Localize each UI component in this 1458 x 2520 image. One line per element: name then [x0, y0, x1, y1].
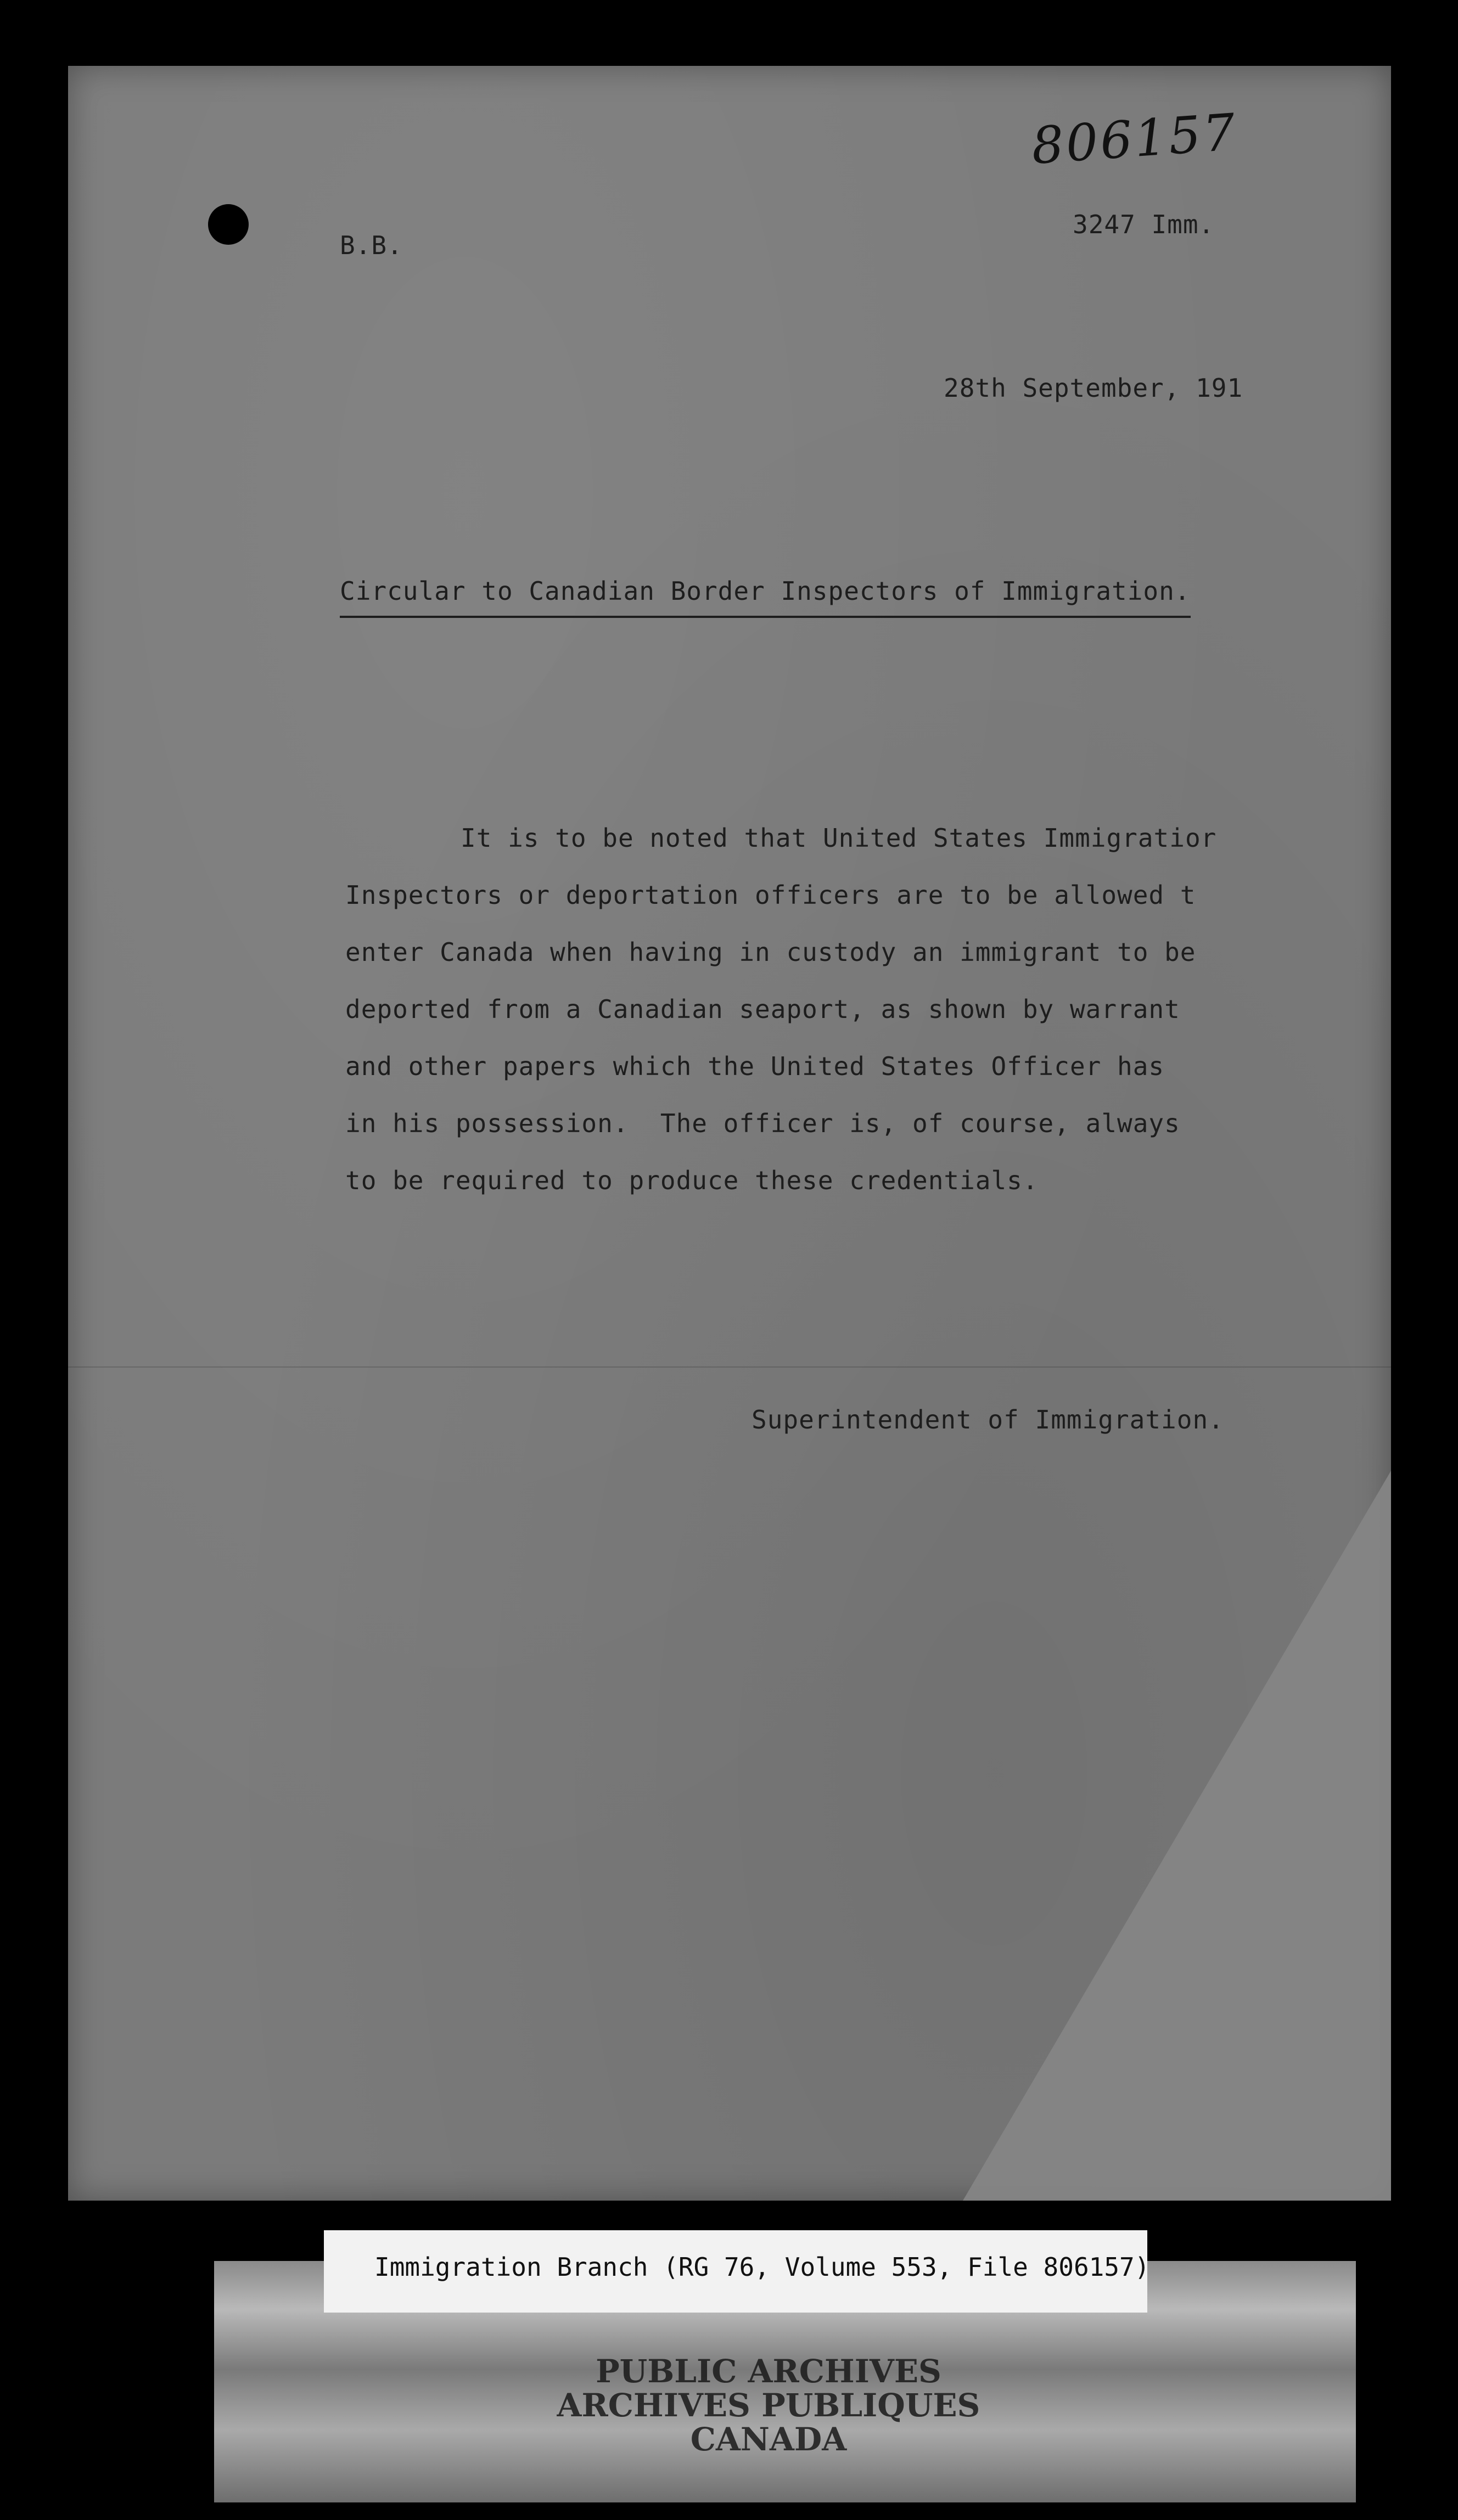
file-number-handwritten: 806157 [1029, 103, 1240, 176]
document-page [68, 66, 1391, 2201]
archive-label-strip [214, 2252, 1356, 2502]
circular-body [345, 809, 1361, 1209]
circular-heading: Circular to Canadian Border Inspectors of Immigration. [340, 576, 1191, 618]
signature-line: Superintendent of Immigration. [752, 1405, 1224, 1435]
fold-line [68, 1366, 1391, 1368]
body-line: in his possession. The officer is, of course, always [345, 1109, 1180, 1138]
body-line: enter Canada when having in custody an immigrant to be [345, 937, 1196, 967]
body-line: It is to be noted that United States Immigratior [461, 823, 1217, 853]
letter-date: 28th September, 191 [944, 373, 1243, 403]
body-line: Inspectors or deportation officers are to be allowed t [345, 880, 1196, 910]
folded-corner [963, 1471, 1391, 2201]
archive-reference-label: Immigration Branch (RG 76, Volume 553, File 806157) [374, 2252, 1150, 2282]
archive-label-card [324, 2230, 1150, 2313]
archives-stamp [521, 2354, 1016, 2456]
stamp-line: PUBLIC ARCHIVES [596, 2353, 941, 2390]
reference-number: 3247 Imm. [1073, 210, 1215, 239]
body-line: and other papers which the United States Officer has [345, 1051, 1165, 1081]
reference-initials: B.B. [340, 230, 403, 260]
punch-hole [208, 204, 249, 245]
body-line: to be required to produce these credentials. [345, 1166, 1039, 1195]
stamp-line: ARCHIVES PUBLIQUES [557, 2387, 980, 2424]
stamp-line: CANADA [690, 2421, 847, 2458]
body-line: deported from a Canadian seaport, as shown by warrant [345, 994, 1180, 1024]
